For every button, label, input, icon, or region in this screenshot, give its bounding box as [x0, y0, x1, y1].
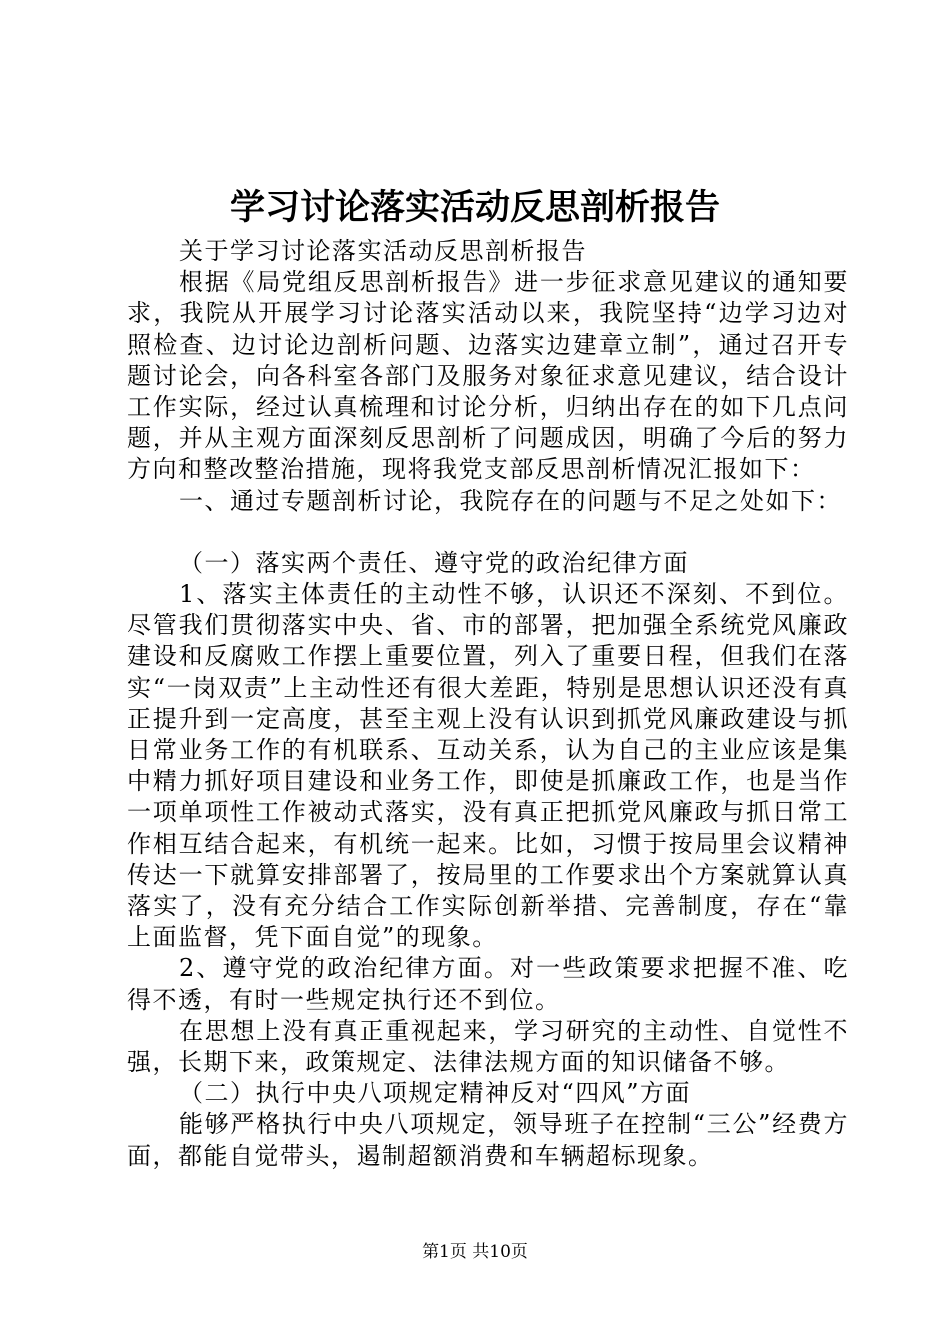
document-body [127, 236, 849, 1172]
subsection-heading-2: （二）执行中央八项规定精神反对“四风”方面 [179, 1079, 692, 1108]
paragraph-intro: 根据《局党组反思剖析报告》进一步征求意见建议的通知要求，我院从开展学习讨论落实活动以来，我院坚持“边学习边对照检查、边讨论边剖析问题、边落实边建章立制”，通过召开专题讨论会，向各科室各部门及服务对象征求意见建议，结合设计工作实际，经过认真梳理和讨论分析，归纳出存在的如下几点问题，并从主观方面深刻反思剖析了问题成因，明确了今后的努力方向和整改整治措施，现将我党支部反思剖析情况汇报如下： [127, 268, 849, 484]
paragraph-item-2-detail: 在思想上没有真正重视起来，学习研究的主动性、自觉性不强，长期下来，政策规定、法律法规方面的知识储备不够。 [127, 1016, 849, 1077]
paragraph-item-3: 能够严格执行中央八项规定，领导班子在控制“三公”经费方面，都能自觉带头，遏制超额消费和车辆超标现象。 [127, 1110, 849, 1170]
paragraph-subtitle: 关于学习讨论落实活动反思剖析报告 [179, 237, 587, 265]
section-heading-1: 一、通过专题剖析讨论，我院存在的问题与不足之处如下： [179, 486, 842, 515]
paragraph-spacer [127, 517, 849, 548]
paragraph-item-2: 2、遵守党的政治纪律方面。对一些政策要求把握不准、吃得不透，有时一些规定执行还不到位。 [127, 954, 849, 1014]
page-footer: 第1页 共10页 [422, 1242, 528, 1262]
paragraph-item-1: 1、落实主体责任的主动性不够，认识还不深刻、不到位。尽管我们贯彻落实中央、省、市的部署，把加强全系统党风廉政建设和反腐败工作摆上重要位置，列入了重要日程，但我们在落实“一岗双责”上主动性还有很大差距，特别是思想认识还没有真正提升到一定高度，甚至主观上没有认识到抓党风廉政建设与抓日常业务工作的有机联系、互动关系，认为自己的主业应该是集中精力抓好项目建设和业务工作，即使是抓廉政工作，也是当作一项单项性工作被动式落实，没有真正把抓党风廉政与抓日常工作相互结合起来，有机统一起来。比如，习惯于按局里会议精神传达一下就算安排部署了，按局里的工作要求出个方案就算认真落实了，没有充分结合工作实际创新举措、完善制度，存在“靠上面监督，凭下面自觉”的现象。 [127, 580, 849, 952]
document-title: 学习讨论落实活动反思剖析报告 [229, 187, 720, 228]
subsection-heading-1: （一）落实两个责任、遵守党的政治纪律方面 [179, 548, 689, 577]
